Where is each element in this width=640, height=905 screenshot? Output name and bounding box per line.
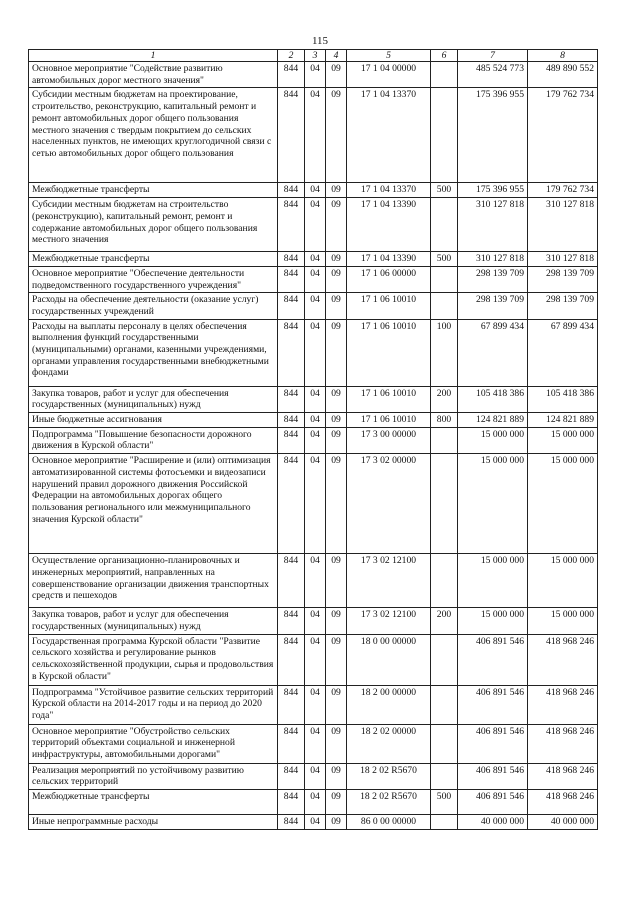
amount-2020: 418 968 246 <box>528 724 598 763</box>
column-number: 5 <box>347 50 431 62</box>
ministry-code: 844 <box>278 183 305 198</box>
amount-2020: 298 139 709 <box>528 293 598 319</box>
amount-2019: 67 899 434 <box>458 319 528 386</box>
ministry-code: 844 <box>278 814 305 829</box>
target-article-code: 18 2 00 00000 <box>347 685 431 724</box>
row-name: Субсидии местным бюджетам на строительство (реконструкцию), капитальный ремонт, ремонт и содержание автомобильных дорог общего пользования местного значения <box>29 198 278 252</box>
table-row <box>29 198 598 252</box>
amount-2019: 406 891 546 <box>458 685 528 724</box>
ministry-code: 844 <box>278 252 305 267</box>
ministry-code: 844 <box>278 319 305 386</box>
ministry-code: 844 <box>278 293 305 319</box>
section-code: 04 <box>305 685 326 724</box>
ministry-code: 844 <box>278 198 305 252</box>
table-row <box>29 814 598 829</box>
ministry-code: 844 <box>278 724 305 763</box>
amount-2020: 179 762 734 <box>528 183 598 198</box>
row-name: Осуществление организационно-планировочных и инженерных мероприятий, направленных на совершенствование организации движения транспортных средств и пешеходов <box>29 554 278 608</box>
target-article-code: 17 1 04 13390 <box>347 252 431 267</box>
section-code: 04 <box>305 62 326 88</box>
amount-2019: 298 139 709 <box>458 266 528 292</box>
target-article-code: 17 1 04 00000 <box>347 62 431 88</box>
amount-2020: 15 000 000 <box>528 427 598 453</box>
target-article-code: 17 1 06 10010 <box>347 293 431 319</box>
section-code: 04 <box>305 386 326 412</box>
amount-2020: 418 968 246 <box>528 685 598 724</box>
amount-2019: 175 396 955 <box>458 183 528 198</box>
amount-2020: 418 968 246 <box>528 789 598 814</box>
target-article-code: 18 0 00 00000 <box>347 634 431 685</box>
subsection-code: 09 <box>326 789 347 814</box>
table-row <box>29 554 598 608</box>
expense-type-code <box>431 554 458 608</box>
amount-2019: 15 000 000 <box>458 554 528 608</box>
subsection-code: 09 <box>326 724 347 763</box>
expense-type-code: 500 <box>431 183 458 198</box>
row-name: Подпрограмма "Устойчивое развитие сельских территорий Курской области на 2014-2017 годы и на период до 2020 года" <box>29 685 278 724</box>
amount-2019: 485 524 773 <box>458 62 528 88</box>
expense-type-code: 100 <box>431 319 458 386</box>
column-numbers-row <box>29 50 598 62</box>
target-article-code: 18 2 02 R5670 <box>347 763 431 789</box>
amount-2019: 406 891 546 <box>458 763 528 789</box>
subsection-code: 09 <box>326 685 347 724</box>
amount-2019: 105 418 386 <box>458 386 528 412</box>
target-article-code: 17 1 06 10010 <box>347 413 431 428</box>
expense-type-code: 500 <box>431 252 458 267</box>
section-code: 04 <box>305 763 326 789</box>
target-article-code: 17 3 02 12100 <box>347 608 431 634</box>
expense-type-code <box>431 88 458 183</box>
table-row <box>29 763 598 789</box>
expense-type-code <box>431 62 458 88</box>
row-name: Расходы на выплаты персоналу в целях обеспечения выполнения функций государственными (муниципальными) органами, казенными учреждениями, органами управления государственными внебюджетными фондами <box>29 319 278 386</box>
amount-2019: 406 891 546 <box>458 789 528 814</box>
ministry-code: 844 <box>278 789 305 814</box>
table-row <box>29 183 598 198</box>
row-name: Основное мероприятие "Обустройство сельских территорий объектами социальной и инженерной инфраструктуры, автомобильными дорогами" <box>29 724 278 763</box>
amount-2019: 15 000 000 <box>458 608 528 634</box>
row-name: Основное мероприятие "Обеспечение деятельности подведомственного государственного учреждения" <box>29 266 278 292</box>
expense-type-code <box>431 198 458 252</box>
target-article-code: 18 2 02 00000 <box>347 724 431 763</box>
table-row <box>29 413 598 428</box>
page-number: 115 <box>311 35 329 47</box>
amount-2019: 124 821 889 <box>458 413 528 428</box>
column-number: 1 <box>29 50 278 62</box>
amount-2019: 15 000 000 <box>458 427 528 453</box>
row-name: Основное мероприятие "Содействие развитию автомобильных дорог местного значения" <box>29 62 278 88</box>
subsection-code: 09 <box>326 763 347 789</box>
column-number: 8 <box>528 50 598 62</box>
table-row <box>29 88 598 183</box>
ministry-code: 844 <box>278 88 305 183</box>
section-code: 04 <box>305 252 326 267</box>
section-code: 04 <box>305 554 326 608</box>
ministry-code: 844 <box>278 685 305 724</box>
section-code: 04 <box>305 88 326 183</box>
ministry-code: 844 <box>278 608 305 634</box>
expense-type-code: 200 <box>431 386 458 412</box>
subsection-code: 09 <box>326 413 347 428</box>
ministry-code: 844 <box>278 554 305 608</box>
amount-2019: 15 000 000 <box>458 454 528 554</box>
target-article-code: 17 3 02 00000 <box>347 454 431 554</box>
row-name: Межбюджетные трансферты <box>29 789 278 814</box>
expense-type-code <box>431 266 458 292</box>
target-article-code: 86 0 00 00000 <box>347 814 431 829</box>
section-code: 04 <box>305 724 326 763</box>
target-article-code: 17 1 04 13370 <box>347 88 431 183</box>
expense-type-code: 200 <box>431 608 458 634</box>
target-article-code: 17 3 00 00000 <box>347 427 431 453</box>
expense-type-code <box>431 293 458 319</box>
row-name: Межбюджетные трансферты <box>29 252 278 267</box>
target-article-code: 17 1 04 13390 <box>347 198 431 252</box>
ministry-code: 844 <box>278 62 305 88</box>
row-name: Межбюджетные трансферты <box>29 183 278 198</box>
target-article-code: 17 1 04 13370 <box>347 183 431 198</box>
subsection-code: 09 <box>326 88 347 183</box>
subsection-code: 09 <box>326 427 347 453</box>
ministry-code: 844 <box>278 427 305 453</box>
amount-2019: 310 127 818 <box>458 198 528 252</box>
subsection-code: 09 <box>326 386 347 412</box>
ministry-code: 844 <box>278 386 305 412</box>
budget-table <box>28 49 598 830</box>
section-code: 04 <box>305 266 326 292</box>
section-code: 04 <box>305 608 326 634</box>
subsection-code: 09 <box>326 293 347 319</box>
amount-2020: 15 000 000 <box>528 608 598 634</box>
ministry-code: 844 <box>278 266 305 292</box>
row-name: Иные бюджетные ассигнования <box>29 413 278 428</box>
column-number: 2 <box>278 50 305 62</box>
table-row <box>29 724 598 763</box>
expense-type-code: 800 <box>431 413 458 428</box>
target-article-code: 18 2 02 R5670 <box>347 789 431 814</box>
section-code: 04 <box>305 319 326 386</box>
column-number: 3 <box>305 50 326 62</box>
row-name: Подпрограмма "Повышение безопасности дорожного движения в Курской области" <box>29 427 278 453</box>
table-row <box>29 386 598 412</box>
subsection-code: 09 <box>326 454 347 554</box>
table-row <box>29 789 598 814</box>
section-code: 04 <box>305 454 326 554</box>
amount-2020: 15 000 000 <box>528 454 598 554</box>
subsection-code: 09 <box>326 814 347 829</box>
table-row <box>29 634 598 685</box>
amount-2020: 298 139 709 <box>528 266 598 292</box>
section-code: 04 <box>305 293 326 319</box>
amount-2019: 310 127 818 <box>458 252 528 267</box>
column-number: 4 <box>326 50 347 62</box>
ministry-code: 844 <box>278 454 305 554</box>
subsection-code: 09 <box>326 183 347 198</box>
amount-2020: 40 000 000 <box>528 814 598 829</box>
amount-2019: 406 891 546 <box>458 634 528 685</box>
row-name: Субсидии местным бюджетам на проектирование, строительство, реконструкцию, капитальный ремонт и ремонт автомобильных дорог общего пользования местного значения с твердым покрытием до сельских населенных пунктов, не имеющих круглогодичной связи с сетью автомобильных дорог общего пользования <box>29 88 278 183</box>
row-name: Основное мероприятие "Расширение и (или) оптимизация автоматизированной системы фотосъемки и видеозаписи нарушений правил дорожного движения Российской Федерации на автомобильных дорогах общего пользования регионального или межмуниципального значения Курской области" <box>29 454 278 554</box>
subsection-code: 09 <box>326 319 347 386</box>
amount-2019: 40 000 000 <box>458 814 528 829</box>
target-article-code: 17 1 06 00000 <box>347 266 431 292</box>
table-row <box>29 319 598 386</box>
subsection-code: 09 <box>326 266 347 292</box>
amount-2020: 105 418 386 <box>528 386 598 412</box>
expense-type-code <box>431 763 458 789</box>
amount-2020: 418 968 246 <box>528 634 598 685</box>
amount-2019: 175 396 955 <box>458 88 528 183</box>
table-row <box>29 266 598 292</box>
expense-type-code <box>431 685 458 724</box>
ministry-code: 844 <box>278 763 305 789</box>
amount-2020: 310 127 818 <box>528 252 598 267</box>
amount-2020: 489 890 552 <box>528 62 598 88</box>
section-code: 04 <box>305 789 326 814</box>
row-name: Реализация мероприятий по устойчивому развитию сельских территорий <box>29 763 278 789</box>
table-row <box>29 427 598 453</box>
amount-2019: 406 891 546 <box>458 724 528 763</box>
table-row <box>29 454 598 554</box>
target-article-code: 17 1 06 10010 <box>347 319 431 386</box>
target-article-code: 17 1 06 10010 <box>347 386 431 412</box>
subsection-code: 09 <box>326 62 347 88</box>
row-name: Закупка товаров, работ и услуг для обеспечения государственных (муниципальных) нужд <box>29 386 278 412</box>
expense-type-code <box>431 814 458 829</box>
row-name: Расходы на обеспечение деятельности (оказание услуг) государственных учреждений <box>29 293 278 319</box>
amount-2019: 298 139 709 <box>458 293 528 319</box>
section-code: 04 <box>305 634 326 685</box>
expense-type-code: 500 <box>431 789 458 814</box>
section-code: 04 <box>305 427 326 453</box>
table-row <box>29 608 598 634</box>
ministry-code: 844 <box>278 413 305 428</box>
amount-2020: 15 000 000 <box>528 554 598 608</box>
expense-type-code <box>431 634 458 685</box>
expense-type-code <box>431 724 458 763</box>
amount-2020: 67 899 434 <box>528 319 598 386</box>
table-row <box>29 685 598 724</box>
amount-2020: 179 762 734 <box>528 88 598 183</box>
expense-type-code <box>431 454 458 554</box>
amount-2020: 418 968 246 <box>528 763 598 789</box>
section-code: 04 <box>305 198 326 252</box>
amount-2020: 124 821 889 <box>528 413 598 428</box>
column-number: 7 <box>458 50 528 62</box>
row-name: Государственная программа Курской области "Развитие сельского хозяйства и регулирование рынков сельскохозяйственной продукции, сырья и продовольствия в Курской области" <box>29 634 278 685</box>
amount-2020: 310 127 818 <box>528 198 598 252</box>
section-code: 04 <box>305 413 326 428</box>
table-row <box>29 62 598 88</box>
section-code: 04 <box>305 814 326 829</box>
subsection-code: 09 <box>326 198 347 252</box>
table-row <box>29 252 598 267</box>
row-name: Закупка товаров, работ и услуг для обеспечения государственных (муниципальных) нужд <box>29 608 278 634</box>
column-number: 6 <box>431 50 458 62</box>
table-row <box>29 293 598 319</box>
expense-type-code <box>431 427 458 453</box>
target-article-code: 17 3 02 12100 <box>347 554 431 608</box>
subsection-code: 09 <box>326 252 347 267</box>
subsection-code: 09 <box>326 634 347 685</box>
subsection-code: 09 <box>326 608 347 634</box>
section-code: 04 <box>305 183 326 198</box>
row-name: Иные непрограммные расходы <box>29 814 278 829</box>
subsection-code: 09 <box>326 554 347 608</box>
ministry-code: 844 <box>278 634 305 685</box>
